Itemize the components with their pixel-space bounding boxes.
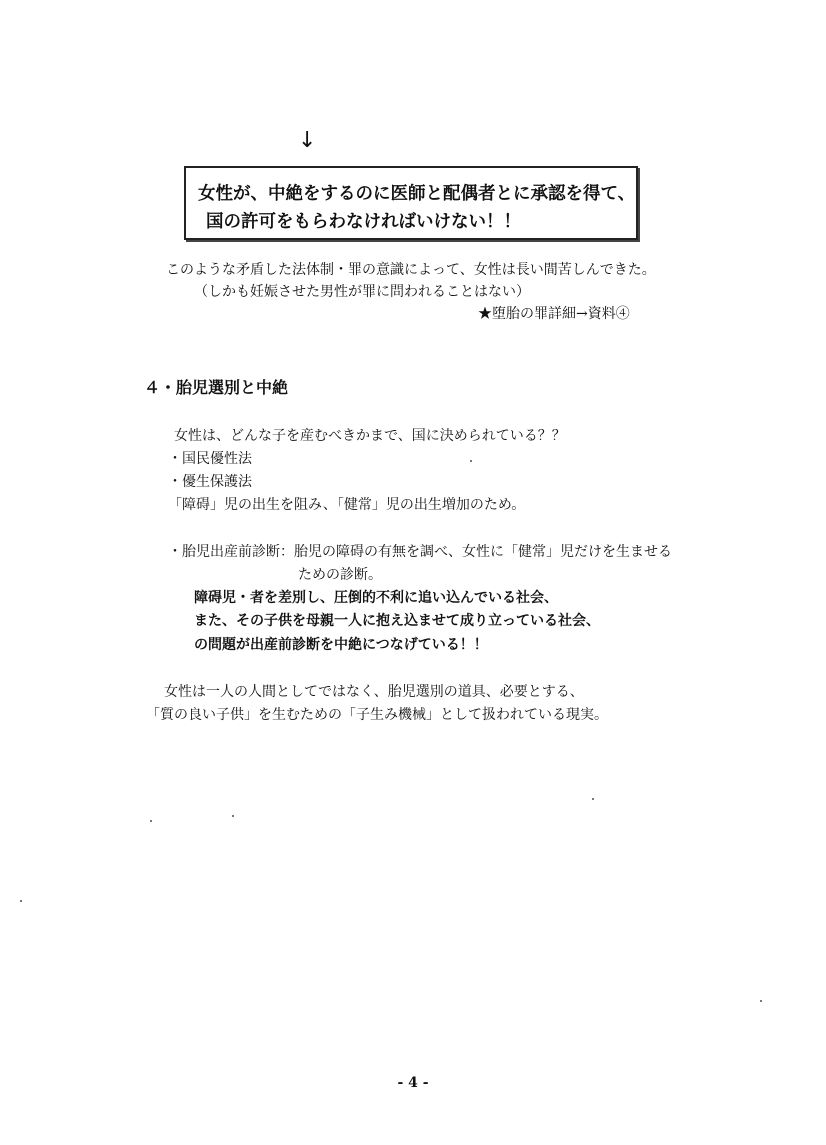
law-item-1: ・国民優性法 [168,451,252,467]
scan-speck [20,900,22,902]
box-line-1: 女性が、中絶をするのに医師と配偶者とに承認を得て、 [198,184,636,204]
highlight-box [184,166,638,240]
purpose-line: 「障碍」児の出生を阻み、「健常」児の出生増加のため。 [168,497,526,513]
diagnosis-line-1: ・胎児出産前診断：胎児の障碍の有無を調べ、女性に「健常」児だけを生ませる [168,544,672,560]
society-line-2: また、その子供を母親一人に抱え込ませて成り立っている社会、 [194,613,600,629]
question-line: 女性は、どんな子を産むべきかまで、国に決められている？？ [174,428,566,444]
diagnosis-line-2: ための診断。 [298,567,382,583]
society-line-1: 障碍児・者を差別し、圧倒的不利に追い込んでいる社会、 [194,590,558,606]
intro-line-2: （しかも妊娠させた男性が罪に問われることはない） [194,284,530,300]
scan-speck [150,820,152,822]
conclusion-line-1: 女性は一人の人間としてではなく、胎児選別の道具、必要とする、 [164,684,584,700]
scan-speck [760,1000,762,1002]
law-item-2: ・優生保護法 [168,474,252,490]
scan-speck [592,798,594,800]
conclusion-line-2: 「質の良い子供」を生むための「子生み機械」として扱われている現実。 [146,707,608,723]
society-line-3: の問題が出産前診断を中絶につなげている！！ [194,637,488,653]
scan-speck [232,815,234,817]
down-arrow-icon: ↓ [298,128,317,153]
box-line-2: 国の許可をもらわなければいけない！！ [206,212,521,232]
section-heading: ４・胎児選別と中絶 [144,378,289,397]
scan-speck [470,460,472,462]
intro-line-1: このような矛盾した法体制・罪の意識によって、女性は長い間苦しんできた。 [166,262,656,278]
reference-note: ★堕胎の罪詳細→資料④ [478,306,630,322]
page-number: - 4 - [397,1075,429,1091]
